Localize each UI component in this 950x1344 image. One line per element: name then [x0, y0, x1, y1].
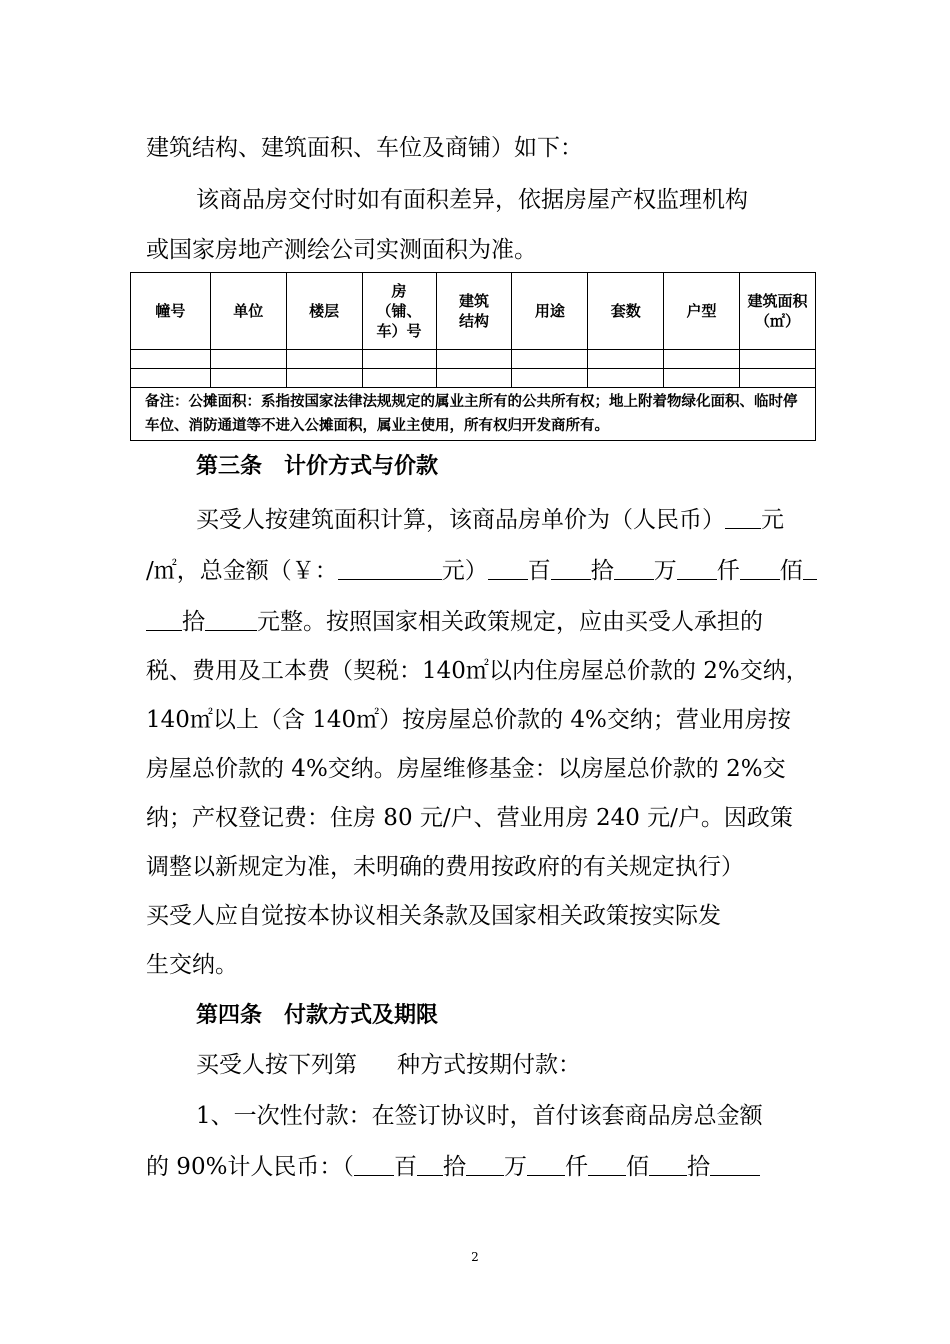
blank-field [354, 1153, 394, 1176]
article-4-title: 第四条 付款方式及期限 [196, 1003, 439, 1028]
house-info-table [130, 272, 816, 441]
text-span: 种方式按期付款： [397, 1052, 581, 1078]
text-line [146, 556, 817, 586]
blank-field [588, 1153, 626, 1176]
col-header: 套数 [588, 273, 664, 350]
table-cell [362, 369, 436, 388]
blank-field [466, 1153, 504, 1176]
table-cell [286, 350, 362, 369]
text-line [196, 1050, 581, 1080]
col-header: 幢号 [131, 273, 211, 350]
text-line: 建筑结构、建筑面积、车位及商铺）如下： [146, 135, 583, 161]
text-span: 百 [393, 1154, 417, 1180]
col-header: 楼层 [286, 273, 362, 350]
table-row [131, 369, 816, 388]
table-cell [131, 369, 211, 388]
col-header: 建筑结构 [436, 273, 512, 350]
text-line [196, 505, 784, 535]
table-cell [512, 350, 588, 369]
table-cell [588, 369, 664, 388]
blank-field [338, 557, 442, 580]
col-header: 房（铺、车）号 [362, 273, 436, 350]
text-line: 或国家房地产测绘公司实测面积为准。 [146, 237, 537, 263]
col-header: 用途 [512, 273, 588, 350]
text-span: 仟 [716, 558, 740, 584]
text-span: 佰 [779, 558, 803, 584]
col-header: 建筑面积（㎡） [739, 273, 815, 350]
text-span: 仟 [564, 1154, 588, 1180]
page-number: 2 [471, 1250, 479, 1264]
text-span: 万 [503, 1154, 527, 1180]
blank-field [417, 1153, 443, 1176]
table-cell [210, 350, 286, 369]
blank-field [725, 506, 761, 529]
text-span: 元 [761, 507, 784, 533]
blank-field [803, 557, 817, 580]
text-line: 买受人应自觉按本协议相关条款及国家相关政策按实际发 [146, 903, 721, 929]
text-line [146, 607, 763, 637]
text-span: 元整。按照国家相关政策规定，应由买受人承担的 [257, 609, 763, 635]
col-header: 户型 [664, 273, 740, 350]
blank-field [146, 608, 182, 631]
table-cell [362, 350, 436, 369]
text-line: 该商品房交付时如有面积差异，依据房屋产权监理机构 [196, 187, 748, 213]
table-cell [210, 369, 286, 388]
table-cell [664, 369, 740, 388]
table-cell [436, 350, 512, 369]
blank-field [649, 1153, 687, 1176]
text-span: 的 90%计人民币：（ [146, 1154, 354, 1180]
table-cell [286, 369, 362, 388]
text-span: 买受人按下列第 [196, 1052, 357, 1078]
text-span: /㎡，总金额（￥： [146, 558, 338, 584]
table-note-row [131, 388, 816, 441]
blank-field [205, 608, 257, 631]
table-header-row [131, 273, 816, 350]
table-cell [512, 369, 588, 388]
text-span: 元） [441, 558, 488, 584]
table-cell [739, 350, 815, 369]
text-span: 百 [527, 558, 551, 584]
table-row [131, 350, 816, 369]
blank-field [710, 1153, 760, 1176]
text-span: 万 [653, 558, 677, 584]
table-cell [131, 350, 211, 369]
text-line: 税、费用及工本费（契税：140㎡以内住房屋总价款的 2%交纳， [146, 658, 809, 684]
blank-field [488, 557, 528, 580]
text-span: 佰 [625, 1154, 649, 1180]
table-cell [588, 350, 664, 369]
text-line: 纳；产权登记费：住房 80 元/户、营业用房 240 元/户。因政策 [146, 805, 793, 831]
table-cell [436, 369, 512, 388]
table-cell [739, 369, 815, 388]
text-span: 买受人按建筑面积计算，该商品房单价为（人民币） [196, 507, 725, 533]
blank-field [614, 557, 654, 580]
table-cell [664, 350, 740, 369]
text-line: 140㎡以上（含 140㎡）按房屋总价款的 4%交纳；营业用房按 [146, 707, 791, 733]
text-span: 拾 [442, 1154, 466, 1180]
text-line: 房屋总价款的 4%交纳。房屋维修基金：以房屋总价款的 2%交 [146, 756, 786, 782]
col-header: 单位 [210, 273, 286, 350]
text-span: 拾 [182, 609, 205, 635]
article-3-title: 第三条 计价方式与价款 [196, 454, 439, 479]
text-span: 拾 [590, 558, 614, 584]
blank-field [740, 557, 780, 580]
text-line: 1、一次性付款：在签订协议时，首付该套商品房总金额 [196, 1103, 763, 1129]
blank-field [677, 557, 717, 580]
text-line [146, 1152, 760, 1182]
blank-field [551, 557, 591, 580]
table-note: 备注：公摊面积：系指按国家法律法规规定的属业主所有的公共所有权；地上附着物绿化面积、临时停车位、消防通道等不进入公摊面积，属业主使用，所有权归开发商所有。 [131, 388, 816, 441]
text-span: 拾 [686, 1154, 710, 1180]
text-line: 生交纳。 [146, 952, 238, 978]
blank-field [527, 1153, 565, 1176]
text-line: 调整以新规定为准，未明确的费用按政府的有关规定执行） [146, 854, 744, 880]
